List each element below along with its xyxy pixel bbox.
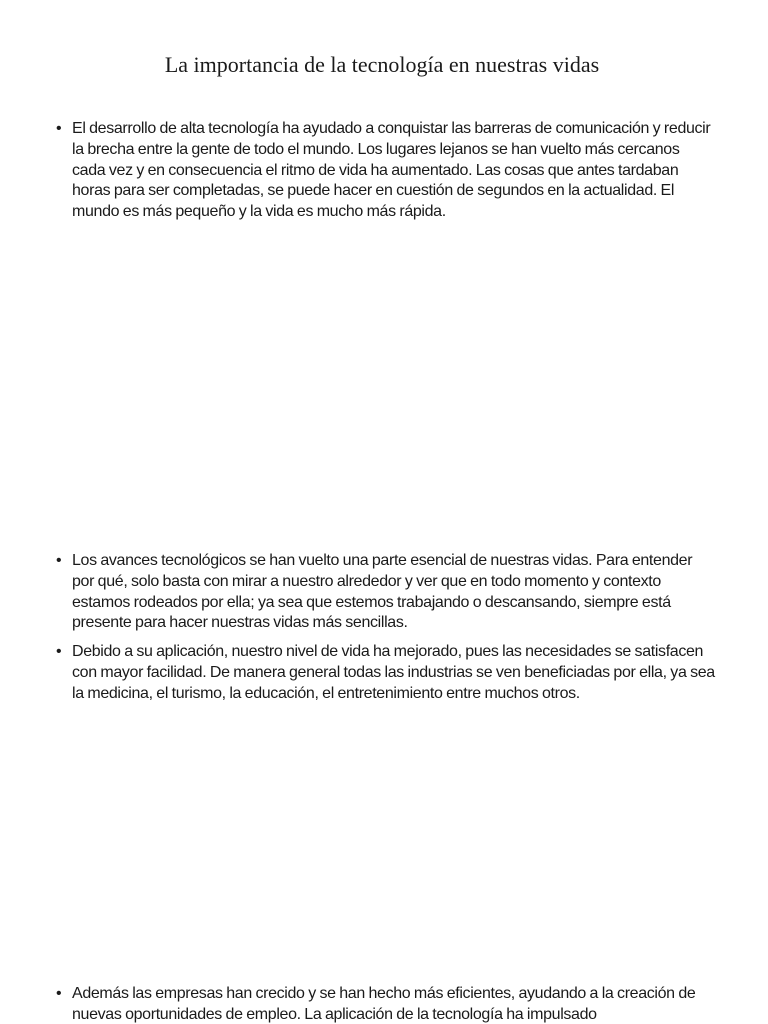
page-title: La importancia de la tecnología en nuestras vidas — [164, 52, 600, 77]
bullet-marker: • — [56, 985, 62, 1002]
bullet-marker: • — [56, 552, 62, 569]
bullet-marker: • — [56, 120, 62, 137]
bullet-item — [56, 642, 716, 704]
bullet-item — [56, 984, 716, 1024]
bullet-marker: • — [56, 643, 62, 660]
bullet-text: Además las empresas han crecido y se han hecho más eficientes, ayudando a la creación de nuevas oportunidades de empleo. La aplicación de la tecnología ha impulsado — [72, 985, 696, 1023]
bullet-text: Los avances tecnológicos se han vuelto una parte esencial de nuestras vidas. Para entender por qué, solo basta con mirar a nuestro alrededor y ver que en todo momento y contexto estamos rodeados por ella; ya sea que estemos trabajando o descansando, siempre está presente para hacer nuestras vidas más sencillas. — [72, 552, 693, 632]
bullet-item — [56, 551, 716, 634]
bullet-item — [56, 119, 716, 223]
bullet-text: Debido a su aplicación, nuestro nivel de vida ha mejorado, pues las necesidades se satisfacen con mayor facilidad. De manera general todas las industrias se ven beneficiadas por ella, ya sea la medicina, el turismo, la educación, el entretenimiento entre muchos otros. — [72, 643, 715, 702]
bullet-text: El desarrollo de alta tecnología ha ayudado a conquistar las barreras de comunicación y reducir la brecha entre la gente de todo el mundo. Los lugares lejanos se han vuelto más cercanos cada vez y en consecuencia el ritmo de vida ha aumentado. Las cosas que antes tardaban horas para ser completadas, se puede hacer en cuestión de segundos en la actualidad. El mundo es más pequeño y la vida es mucho más rápida. — [72, 120, 711, 221]
